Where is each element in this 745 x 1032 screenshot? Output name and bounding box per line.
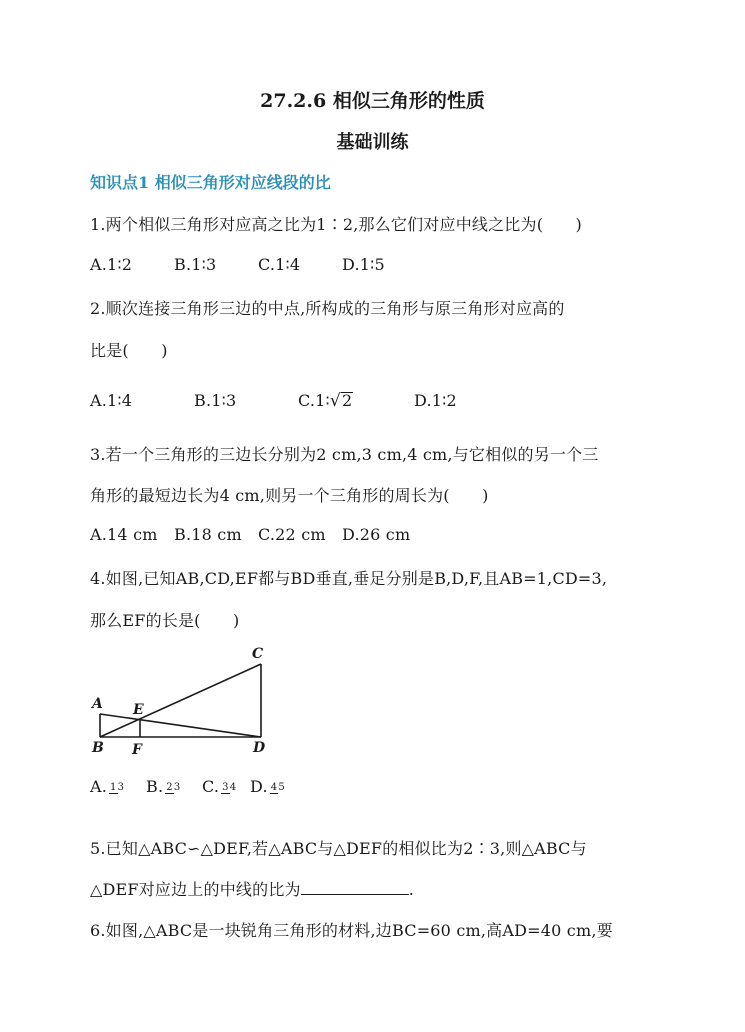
question-4-options bbox=[90, 777, 285, 796]
option-a: A. 13 bbox=[90, 777, 125, 796]
option-c: C.22 cm bbox=[258, 525, 326, 544]
section-subtitle: 基础训练 bbox=[336, 132, 409, 153]
question-3-options bbox=[90, 525, 410, 544]
sqrt-radicand: 2 bbox=[341, 391, 353, 410]
question-2-options bbox=[90, 391, 457, 411]
question-4-figure bbox=[86, 640, 276, 760]
option-d: D.1∶2 bbox=[414, 391, 457, 410]
question-4-text-line2: 那么EF的长是( ) bbox=[90, 611, 240, 630]
question-2-text-line2: 比是( ) bbox=[90, 341, 168, 360]
question-3-text-line2: 角形的最短边长为4 cm,则另一个三角形的周长为( ) bbox=[90, 486, 489, 505]
question-1-text: 1.两个相似三角形对应高之比为1∶2,那么它们对应中线之比为( ) bbox=[90, 215, 582, 234]
question-5-text-line2: △DEF对应边上的中线的比为 . bbox=[90, 880, 415, 899]
option-a: A.1∶4 bbox=[90, 391, 133, 410]
option-c: C. 34 bbox=[202, 777, 237, 796]
question-4-text-line1: 4.如图,已知AB,CD,EF都与BD垂直,垂足分别是B,D,F,且AB=1,CD=3, bbox=[90, 569, 608, 588]
option-b: B.18 cm bbox=[174, 525, 242, 544]
option-d: D.1∶5 bbox=[342, 255, 385, 274]
option-a: A.1∶2 bbox=[90, 255, 133, 274]
option-c: C.1∶4 bbox=[258, 255, 301, 274]
option-b: B. 23 bbox=[146, 777, 181, 796]
answer-blank[interactable] bbox=[301, 880, 409, 895]
label-d: D bbox=[253, 740, 266, 756]
label-f: F bbox=[132, 742, 142, 758]
option-d: D. 45 bbox=[250, 777, 285, 796]
label-b: B bbox=[92, 740, 104, 756]
label-c: C bbox=[252, 646, 264, 662]
question-6-text-line1: 6.如图,△ABC是一块锐角三角形的材料,边BC=60 cm,高AD=40 cm,要 bbox=[90, 921, 613, 940]
option-d: D.26 cm bbox=[342, 525, 411, 544]
page-title: 27.2.6 相似三角形的性质 bbox=[260, 90, 485, 112]
knowledge-point-heading: 知识点1 相似三角形对应线段的比 bbox=[90, 173, 331, 192]
option-a: A.14 cm bbox=[90, 525, 158, 544]
label-e: E bbox=[133, 702, 144, 718]
question-1-options bbox=[90, 255, 385, 274]
label-a: A bbox=[92, 696, 103, 712]
option-b: B.1∶3 bbox=[194, 391, 237, 410]
option-c: C.1∶√2 bbox=[298, 391, 353, 411]
question-5-text-line1: 5.已知△ABC∽△DEF,若△ABC与△DEF的相似比为2∶3,则△ABC与 bbox=[90, 839, 587, 858]
question-2-text-line1: 2.顺次连接三角形三边的中点,所构成的三角形与原三角形对应高的 bbox=[90, 299, 565, 318]
option-b: B.1∶3 bbox=[174, 255, 217, 274]
question-3-text-line1: 3.若一个三角形的三边长分别为2 cm,3 cm,4 cm,与它相似的另一个三 bbox=[90, 445, 599, 464]
